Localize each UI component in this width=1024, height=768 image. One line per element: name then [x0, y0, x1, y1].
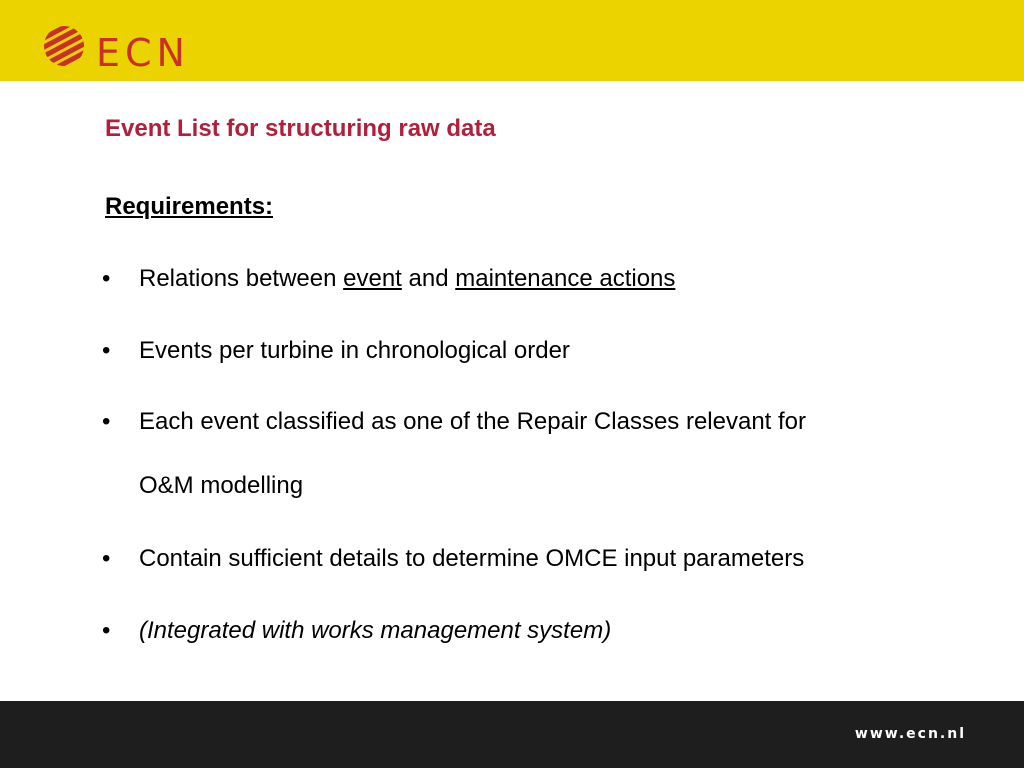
- bullet-item-relations: [102, 262, 982, 296]
- bullet-text-part: Relations between: [139, 265, 344, 292]
- ecn-logo-icon: [38, 16, 94, 72]
- bullet-item-omce-parameters: [102, 542, 982, 576]
- slide-title: Event List for structuring raw data: [105, 115, 496, 142]
- requirements-heading: Requirements:: [105, 193, 274, 220]
- bullet-marker: •: [102, 337, 111, 364]
- bullet-marker: •: [102, 408, 111, 435]
- bullet-marker: •: [102, 265, 111, 292]
- bullet-marker: •: [102, 617, 111, 644]
- bullet-item-repair-classes: [102, 405, 982, 503]
- footer-bar: [0, 701, 1024, 768]
- logo-text: ECN: [96, 31, 190, 75]
- bullet-text: [139, 405, 982, 503]
- footer-url-link[interactable]: www.ecn.nl: [854, 726, 966, 742]
- header-bar: [0, 0, 1024, 81]
- event-link[interactable]: event: [343, 265, 402, 292]
- bullet-item-integrated: [102, 614, 982, 648]
- ecn-logo[interactable]: [38, 16, 208, 75]
- bullet-text: [139, 262, 982, 296]
- bullet-item-events-per-turbine: [102, 334, 982, 368]
- bullet-text-line: O&M modelling: [139, 472, 304, 499]
- bullet-text: Contain sufficient details to determine OMCE input parameters: [139, 545, 805, 572]
- bullet-text: Events per turbine in chronological order: [139, 337, 570, 364]
- maintenance-actions-link[interactable]: maintenance actions: [455, 265, 676, 292]
- bullet-marker: •: [102, 545, 111, 572]
- bullet-text-line: Each event classified as one of the Repair Classes relevant for: [139, 408, 807, 435]
- bullet-text-part: and: [401, 265, 456, 292]
- bullet-text: (Integrated with works management system): [139, 617, 612, 644]
